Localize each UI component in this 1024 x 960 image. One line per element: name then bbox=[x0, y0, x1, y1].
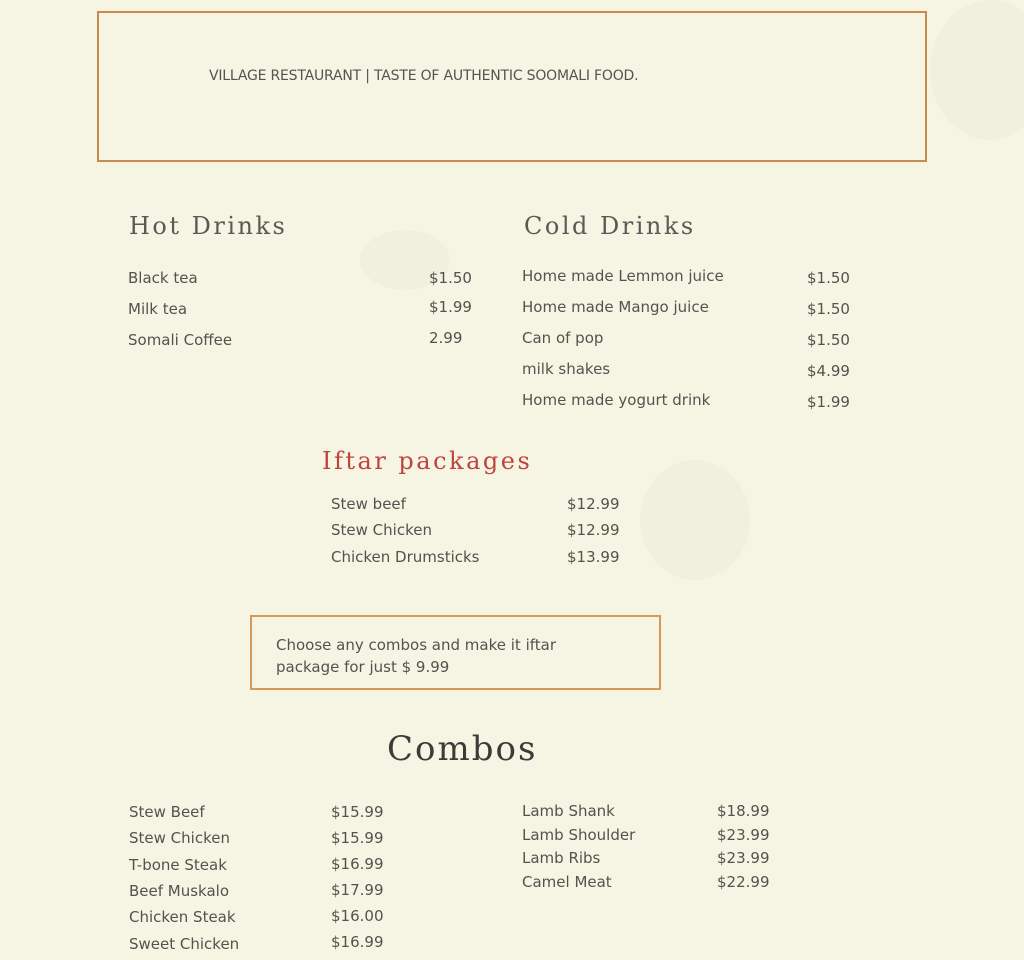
item-price: $17.99 bbox=[331, 881, 384, 899]
item-name: Milk tea bbox=[128, 300, 188, 318]
item-price: $12.99 bbox=[567, 521, 620, 539]
item-name: Camel Meat bbox=[522, 873, 612, 891]
item-name: milk shakes bbox=[522, 360, 611, 378]
iftar-note: Choose any combos and make it iftar package for just $ 9.99 bbox=[276, 636, 556, 676]
item-name: Black tea bbox=[128, 269, 198, 287]
item-name: Stew beef bbox=[331, 495, 406, 513]
item-name: Home made Mango juice bbox=[522, 298, 709, 316]
item-name: Chicken Drumsticks bbox=[331, 548, 480, 566]
item-price: $4.99 bbox=[807, 362, 850, 380]
cold-drinks-title: Cold Drinks bbox=[524, 212, 696, 240]
restaurant-header bbox=[97, 11, 927, 162]
item-name: Lamb Ribs bbox=[522, 849, 601, 867]
item-price: $23.99 bbox=[717, 826, 770, 844]
item-name: Chicken Steak bbox=[129, 908, 236, 926]
iftar-note-box bbox=[250, 615, 661, 690]
item-price: $16.00 bbox=[331, 907, 384, 925]
item-price: $1.99 bbox=[429, 298, 472, 316]
item-name: Home made yogurt drink bbox=[522, 391, 711, 409]
item-price: $23.99 bbox=[717, 849, 770, 867]
item-price: $1.50 bbox=[429, 269, 472, 287]
iftar-packages-title: Iftar packages bbox=[322, 447, 533, 475]
restaurant-title: VILLAGE RESTAURANT | TASTE OF AUTHENTIC SOOMALI FOOD. bbox=[209, 68, 639, 84]
combos-title: Combos bbox=[387, 729, 538, 769]
item-name: Home made Lemmon juice bbox=[522, 267, 724, 285]
item-name: Lamb Shoulder bbox=[522, 826, 636, 844]
hot-drinks-title: Hot Drinks bbox=[129, 212, 288, 240]
item-name: Stew Chicken bbox=[331, 521, 432, 539]
item-price: 2.99 bbox=[429, 329, 463, 347]
item-price: $16.99 bbox=[331, 933, 384, 951]
item-price: $22.99 bbox=[717, 873, 770, 891]
item-name: Stew Chicken bbox=[129, 829, 230, 847]
item-price: $15.99 bbox=[331, 803, 384, 821]
item-name: Beef Muskalo bbox=[129, 882, 230, 900]
background-decoration bbox=[930, 0, 1024, 140]
item-price: $1.50 bbox=[807, 300, 850, 318]
item-price: $1.99 bbox=[807, 393, 850, 411]
item-price: $1.50 bbox=[807, 269, 850, 287]
item-price: $1.50 bbox=[807, 331, 850, 349]
item-name: T-bone Steak bbox=[129, 856, 227, 874]
item-name: Can of pop bbox=[522, 329, 604, 347]
item-price: $12.99 bbox=[567, 495, 620, 513]
item-price: $16.99 bbox=[331, 855, 384, 873]
item-name: Somali Coffee bbox=[128, 331, 233, 349]
item-name: Stew Beef bbox=[129, 803, 205, 821]
item-price: $13.99 bbox=[567, 548, 620, 566]
item-price: $18.99 bbox=[717, 802, 770, 820]
background-decoration bbox=[640, 460, 750, 580]
item-price: $15.99 bbox=[331, 829, 384, 847]
item-name: Lamb Shank bbox=[522, 802, 615, 820]
item-name: Sweet Chicken bbox=[129, 935, 240, 953]
